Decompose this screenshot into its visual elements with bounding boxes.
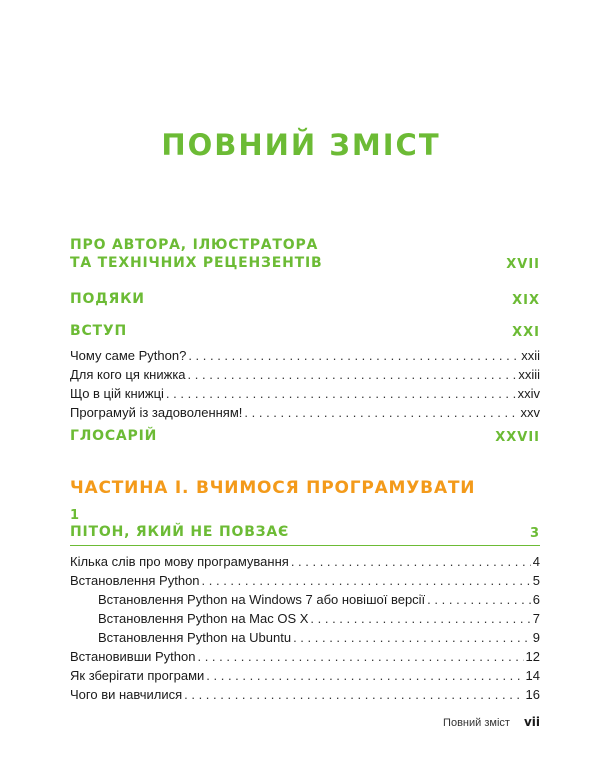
section-glossary[interactable] [70,427,540,445]
toc-item-page: 16 [525,687,540,702]
toc-item-page: 12 [525,649,540,664]
toc-item-label: Кілька слів про мову програмування [70,554,289,569]
toc-item-label: Встановлення Python [70,573,200,588]
toc-item-label: Що в цій книжці [70,386,164,401]
chapter-number: 1 [70,508,80,523]
toc-item[interactable] [70,647,540,666]
page-footer [443,715,540,729]
leader-dots [310,609,530,628]
section-intro-label: ВСТУП [70,323,128,339]
leader-dots [188,346,519,365]
toc-item-label: Встановлення Python на Ubuntu [98,630,292,645]
toc-item-page: 6 [532,592,540,607]
page-title: ПОВНИЙ ЗМІСТ [161,128,441,162]
toc-item-label: Встановивши Python [70,649,196,664]
section-thanks-page: XIX [512,293,540,308]
toc-item[interactable] [70,571,540,590]
leader-dots [202,571,531,590]
toc-item[interactable] [70,552,540,571]
toc-item[interactable] [70,666,540,685]
section-about-page: XVII [506,257,540,272]
toc-item-label: Чому саме Python? [70,348,187,363]
toc-item[interactable] [70,384,540,403]
leader-dots [166,384,516,403]
chapter-title: ПІТОН, ЯКИЙ НЕ ПОВЗАЄ [70,524,290,540]
leader-dots [206,666,523,685]
leader-dots [188,365,517,384]
toc-item-page: 14 [525,668,540,683]
section-glossary-label: ГЛОСАРІЙ [70,428,158,444]
section-glossary-page: XXVII [495,430,540,445]
chapter-1 [70,508,540,704]
leader-dots [427,590,531,609]
toc-item[interactable] [70,365,540,384]
section-about[interactable] [70,236,540,272]
toc-item-page: 9 [532,630,540,645]
leader-dots [244,403,518,422]
toc-item-label: Встановлення Python на Mac OS X [98,611,309,626]
toc-subitem[interactable] [70,609,540,628]
section-intro-heading[interactable] [70,322,540,340]
leader-dots [184,685,523,704]
toc-item[interactable] [70,346,540,365]
toc-item-label: Чого ви навчилися [70,687,183,702]
toc-item[interactable] [70,685,540,704]
toc-item-label: Програмуй із задоволенням! [70,405,243,420]
section-about-line1: ПРО АВТОРА, ІЛЮСТРАТОРА [70,237,319,253]
toc-item-label: Встановлення Python на Windows 7 або новішої версії [98,592,426,607]
chapter-heading[interactable] [70,523,540,546]
toc-item-page: 4 [532,554,540,569]
toc-item-page: xxii [521,348,540,363]
toc-item-label: Як зберігати програми [70,668,205,683]
section-thanks-label: ПОДЯКИ [70,291,145,307]
section-about-line2: ТА ТЕХНІЧНИХ РЕЦЕНЗЕНТІВ [70,255,323,271]
toc-subitem[interactable] [70,590,540,609]
toc-subitem[interactable] [70,628,540,647]
footer-label: Повний зміст [443,717,510,729]
toc-item-page: xxiv [517,386,540,401]
footer-page-number: vii [523,715,540,729]
toc-item[interactable] [70,403,540,422]
part-title: ЧАСТИНА І. ВЧИМОСЯ ПРОГРАМУВАТИ [70,478,476,498]
toc-item-page: xxiii [518,367,540,382]
toc-item-page: 5 [532,573,540,588]
toc-item-page: xxv [520,405,540,420]
section-intro [70,322,540,422]
leader-dots [293,628,531,647]
toc-item-label: Для кого ця книжка [70,367,186,382]
leader-dots [291,552,531,571]
leader-dots [197,647,523,666]
toc-item-page: 7 [532,611,540,626]
chapter-page: 3 [529,526,540,541]
section-intro-page: XXI [512,325,540,340]
section-thanks[interactable] [70,290,540,308]
